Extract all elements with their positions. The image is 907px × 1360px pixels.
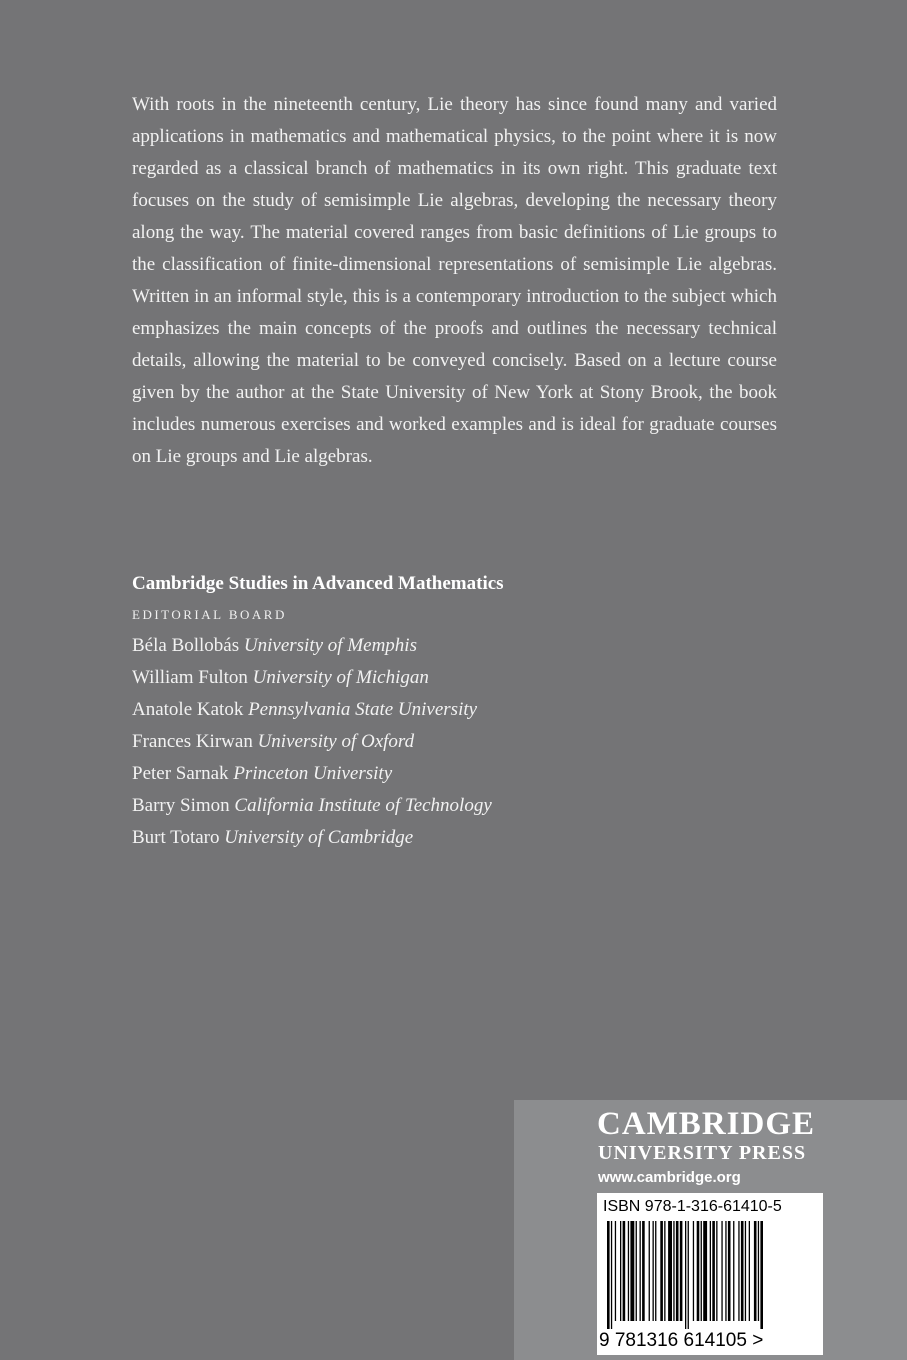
- barcode-bar: [733, 1221, 734, 1321]
- barcode-bar: [685, 1221, 686, 1329]
- barcode-bar: [697, 1221, 700, 1321]
- barcode-bar: [760, 1221, 763, 1329]
- member-name: Béla Bollobás: [132, 635, 240, 656]
- barcode-bar: [693, 1221, 694, 1321]
- barcode-bars: [603, 1221, 817, 1329]
- barcode-bar: [660, 1221, 663, 1321]
- barcode-bar: [749, 1221, 750, 1321]
- member-name: Frances Kirwan: [132, 731, 253, 752]
- barcode-bar: [607, 1221, 610, 1329]
- board-member: [132, 630, 732, 662]
- board-member: [132, 694, 732, 726]
- barcode-bar: [649, 1221, 650, 1321]
- editorial-board-heading: EDITORIAL BOARD: [132, 607, 287, 622]
- barcode-bar: [680, 1221, 683, 1321]
- member-name: Barry Simon: [132, 795, 230, 816]
- member-name: Peter Sarnak: [132, 763, 229, 784]
- barcode-bar: [676, 1221, 679, 1321]
- barcode-bar: [640, 1221, 641, 1321]
- barcode-bar: [725, 1221, 726, 1321]
- member-affiliation: Pennsylvania State University: [248, 699, 478, 720]
- publisher-logo-name: CAMBRIDGE: [597, 1106, 816, 1142]
- barcode-bar: [628, 1221, 629, 1321]
- barcode-bar: [615, 1221, 616, 1321]
- series-title: Cambridge Studies in Advanced Mathematics: [132, 573, 504, 594]
- barcode-bar: [668, 1221, 672, 1321]
- barcode-bar: [623, 1221, 626, 1321]
- barcode-bar: [728, 1221, 731, 1321]
- barcode-bar: [611, 1221, 612, 1329]
- barcode-bar: [710, 1221, 711, 1321]
- barcode-bar: [754, 1221, 757, 1321]
- member-affiliation: Princeton University: [233, 763, 393, 784]
- board-member: [132, 662, 732, 694]
- board-member: [132, 758, 732, 790]
- barcode-bar: [664, 1221, 665, 1321]
- isbn-barcode: [597, 1193, 823, 1355]
- barcode-bar: [655, 1221, 656, 1321]
- member-affiliation: University of Oxford: [257, 731, 415, 752]
- publisher-logo-press: UNIVERSITY PRESS: [598, 1142, 807, 1164]
- board-member: [132, 822, 732, 854]
- member-name: William Fulton: [132, 667, 248, 688]
- barcode-bar: [701, 1221, 702, 1321]
- isbn-label: ISBN 978-1-316-61410-5: [603, 1198, 782, 1215]
- barcode-bar: [741, 1221, 744, 1321]
- member-name: Burt Totaro: [132, 827, 220, 848]
- publisher-url: www.cambridge.org: [598, 1169, 741, 1186]
- back-cover-blurb: With roots in the nineteenth century, Lie theory has since found many and varied applications in mathematics and mathematical physics, to the point where it is now regarded as a classical branch of mathematics in its own right. This graduate text focuses on the study of semisimple Lie algebras, developing the necessary theory along the way. The material covered ranges from basic definitions of Lie groups to the classification of finite-dimensional representations of semisimple Lie algebras. Written in an informal style, this is a contemporary introduction to the subject which emphasizes the main concepts of the proofs and outlines the necessary technical details, allowing the material to be conveyed concisely. Based on a lecture course given by the author at the State University of New York at Stony Brook, the book includes numerous exercises and worked examples and is ideal for graduate courses on Lie groups and Lie algebras.: [132, 94, 777, 467]
- member-affiliation: California Institute of Technology: [234, 795, 492, 816]
- barcode-bar: [721, 1221, 722, 1321]
- barcode-bar: [738, 1221, 739, 1321]
- barcode-digits: 9 781316 614105 >: [599, 1330, 764, 1351]
- barcode-bar: [745, 1221, 746, 1321]
- member-affiliation: University of Cambridge: [224, 827, 414, 848]
- barcode-bar: [688, 1221, 689, 1329]
- barcode-bar: [630, 1221, 634, 1321]
- barcode-bar: [653, 1221, 654, 1321]
- barcode-bar: [712, 1221, 715, 1321]
- publisher-panel: [514, 1100, 907, 1360]
- barcode-bar: [758, 1221, 759, 1321]
- barcode-bar: [673, 1221, 674, 1321]
- member-name: Anatole Katok: [132, 699, 244, 720]
- series-section: [132, 568, 732, 854]
- member-affiliation: University of Michigan: [252, 667, 429, 688]
- barcode-bar: [620, 1221, 621, 1321]
- member-affiliation: University of Memphis: [243, 635, 417, 656]
- board-member: [132, 790, 732, 822]
- editorial-board-list: [132, 630, 732, 854]
- barcode-bar: [703, 1221, 707, 1321]
- barcode-bar: [636, 1221, 637, 1321]
- board-member: [132, 726, 732, 758]
- barcode-bar: [642, 1221, 645, 1321]
- barcode-bar: [716, 1221, 717, 1321]
